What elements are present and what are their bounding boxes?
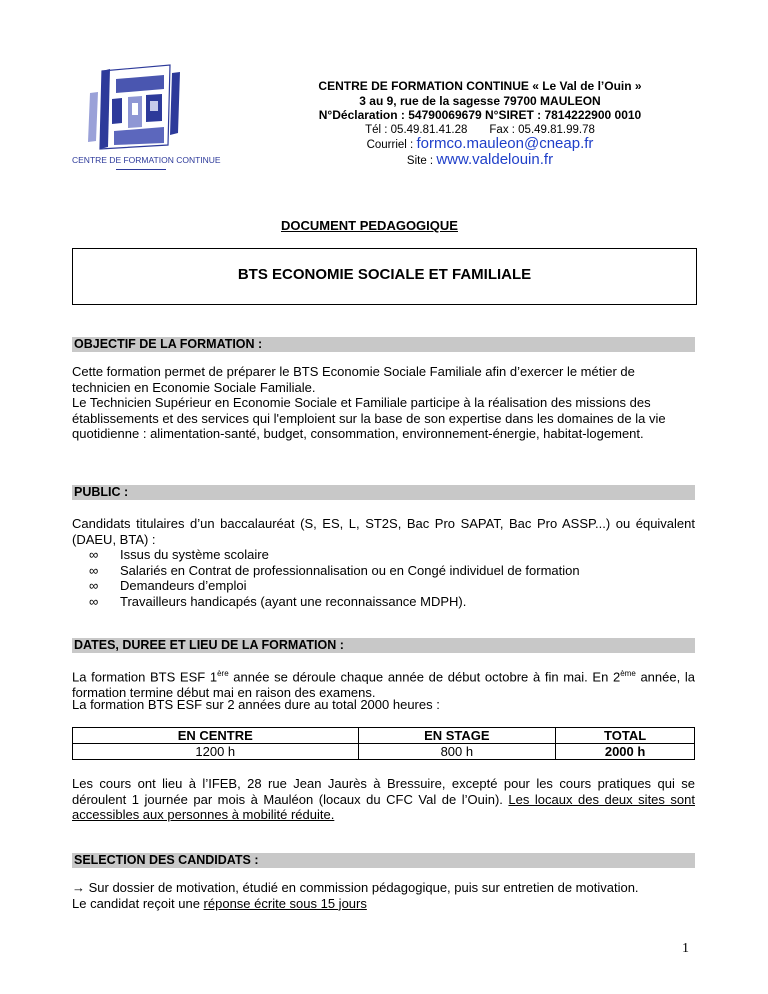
dates-paragraph-1: La formation BTS ESF 1ère année se déroule chaque année de début octobre à fin mai. En 2ème année, la formation termine début mai en raison des examens. [72, 669, 695, 700]
logo-underline [116, 169, 166, 170]
response-delay-note: réponse écrite sous 15 jours [203, 895, 367, 911]
accessibility-note: Les locaux des deux sites sont accessibles aux personnes à mobilité réduite. [72, 791, 695, 823]
section-heading-public: PUBLIC : [72, 485, 695, 500]
objectif-paragraph-2: Le Technicien Supérieur en Economie Sociale et Familiale participe à la réalisation des missions des établissements et des services qui l'emploient sur la base de son expertise dans les domaines de la vie quotidienne : alimentation-santé, budget, consommation, environnement-énergie, habitat-logement. [72, 395, 666, 442]
list-item: ∞ Demandeurs d’emploi [89, 578, 247, 594]
site-link[interactable]: www.valdelouin.fr [436, 150, 554, 168]
header-tel: Tél : 05.49.81.41.28 [365, 123, 468, 136]
section-heading-dates: DATES, DUREE ET LIEU DE LA FORMATION : [72, 638, 695, 653]
header-fax: Fax : 05.49.81.99.78 [489, 123, 595, 136]
header-site-row [260, 150, 700, 169]
building-logo-icon [72, 63, 204, 155]
site-label: Site : [406, 154, 434, 167]
list-item: ∞ Salariés en Contrat de professionnalisation ou en Congé individuel de formation [89, 562, 580, 578]
email-label: Courriel : [366, 139, 414, 151]
table-cell: 1200 h [73, 744, 359, 760]
bullet-icon: ∞ [89, 593, 99, 609]
duration-table [72, 727, 695, 760]
objectif-text [72, 364, 695, 442]
header-address: 3 au 9, rue de la sagesse 79700 MAULEON [359, 93, 601, 108]
table-cell: 2000 h [556, 744, 695, 760]
selection-paragraph-1: → Sur dossier de motivation, étudié en commission pédagogique, puis sur entretien de motivation. [72, 880, 639, 895]
section-heading-selection: SELECTION DES CANDIDATS : [72, 853, 695, 868]
bullet-icon: ∞ [89, 578, 99, 594]
public-list [72, 547, 695, 609]
list-item: ∞ Issus du système scolaire [89, 547, 269, 563]
main-title: BTS ECONOMIE SOCIALE ET FAMILIALE [237, 266, 532, 283]
list-item: ∞ Travailleurs handicapés (ayant une reconnaissance MDPH). [89, 593, 467, 609]
logo [72, 63, 221, 175]
document-title: DOCUMENT PEDAGOGIQUE [281, 218, 458, 233]
main-title-box [72, 248, 697, 305]
table-row [73, 744, 695, 760]
header-registration: N°Déclaration : 54790069679 N°SIRET : 7814222900 0010 [318, 108, 642, 122]
table-header-cell: EN STAGE [358, 728, 556, 744]
page-number: 1 [682, 941, 689, 956]
selection-paragraph-2: Le candidat reçoit une réponse écrite sous 15 jours [72, 895, 367, 911]
table-header-row [73, 728, 695, 744]
logo-caption: CENTRE DE FORMATION CONTINUE [72, 155, 221, 165]
section-heading-objectif: OBJECTIF DE LA FORMATION : [72, 337, 695, 352]
header-org-name: CENTRE DE FORMATION CONTINUE « Le Val de l’Ouin » [318, 79, 642, 93]
public-intro: Candidats titulaires d’un baccalauréat (S, ES, L, ST2S, Bac Pro SAPAT, Bac Pro ASSP...) ou équivalent (DAEU, BTA) : [72, 516, 695, 547]
dates-paragraph-3: Les cours ont lieu à l’IFEB, 28 rue Jean Jaurès à Bressuire, excepté pour les cours pratiques qui se déroulent 1 journée par mois à Mauléon (locaux du CFC Val de l’Ouin). Les locaux des deux sites sont accessibles aux personnes à mobilité réduite. [72, 776, 695, 823]
objectif-paragraph-1: Cette formation permet de préparer le BTS Economie Sociale Familiale afin d’exercer le métier de technicien en Economie Sociale Familiale. [72, 364, 635, 395]
table-cell: 800 h [358, 744, 556, 760]
dates-paragraph-2: La formation BTS ESF sur 2 années dure au total 2000 heures : [72, 697, 440, 712]
public-text [72, 516, 695, 610]
table-header-cell: EN CENTRE [73, 728, 359, 744]
bullet-icon: ∞ [89, 547, 99, 563]
organization-header [260, 79, 700, 168]
email-link[interactable]: formco.mauleon@cneap.fr [416, 135, 594, 152]
bullet-icon: ∞ [89, 562, 99, 578]
table-header-cell: TOTAL [556, 728, 695, 744]
selection-text [72, 880, 695, 911]
